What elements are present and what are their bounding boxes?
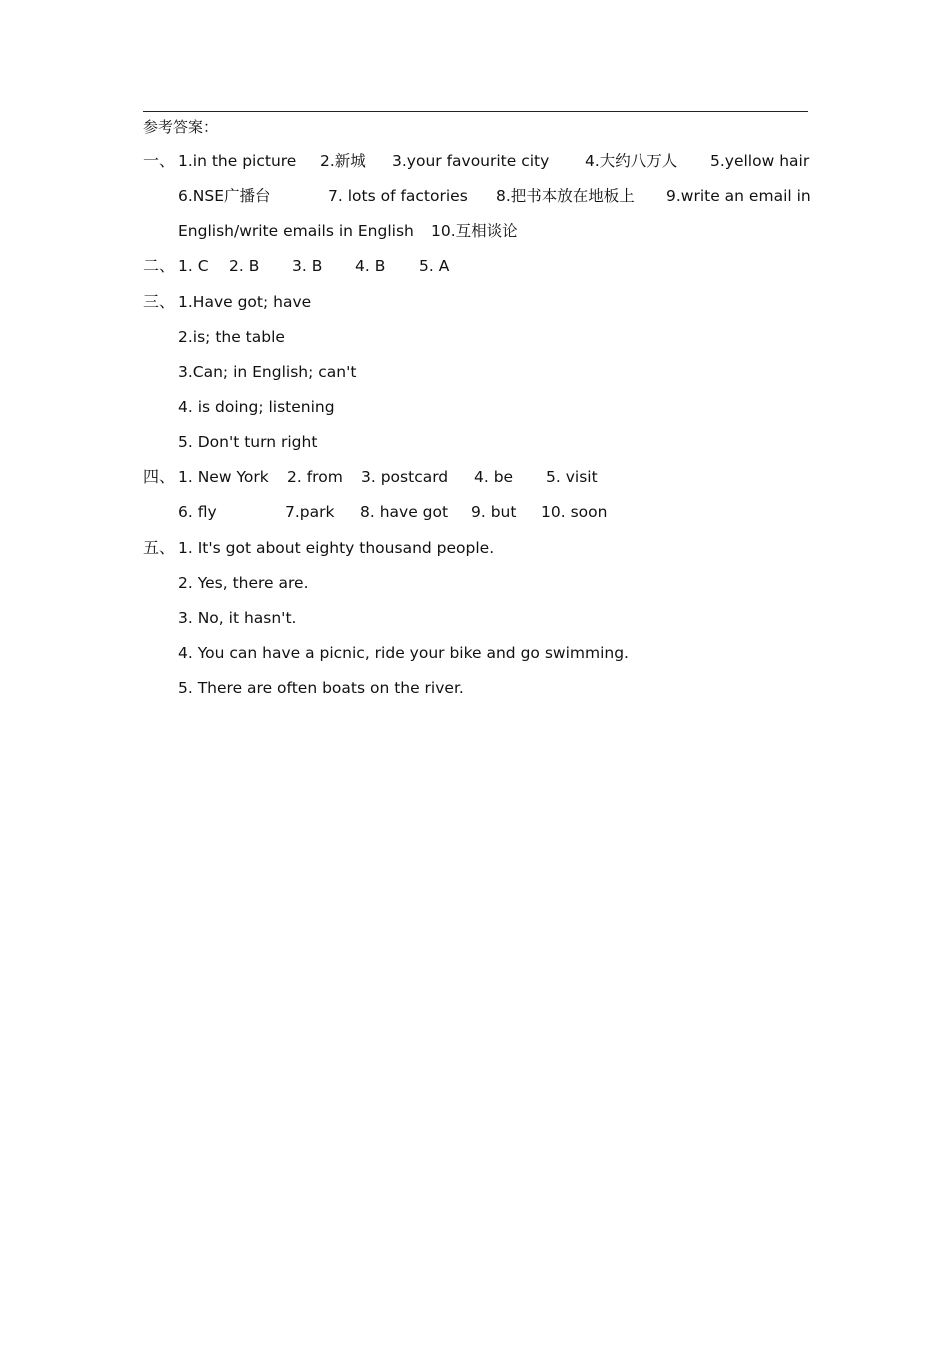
answer-3-1: 1.Have got; have	[178, 293, 312, 311]
answer-key-title: 参考答案：	[143, 118, 219, 136]
answer-3-2: 2.is; the table	[178, 328, 285, 346]
answer-4-5: 5. visit	[546, 468, 598, 486]
answer-4-8: 8. have got	[360, 503, 449, 521]
answer-5-3: 3. No, it hasn't.	[178, 609, 297, 627]
answer-1-8: 8.把书本放在地板上	[496, 187, 635, 205]
answer-4-6: 6. fly	[178, 503, 217, 521]
answer-2-4: 4. B	[355, 257, 386, 275]
answer-1-4: 4.大约八万人	[585, 152, 678, 170]
answer-4-10: 10. soon	[541, 503, 608, 521]
answer-3-4: 4. is doing; listening	[178, 398, 335, 416]
answer-1-5: 5.yellow hair	[710, 152, 810, 170]
answer-5-5: 5. There are often boats on the river.	[178, 679, 464, 697]
answer-1-2: 2.新城	[320, 152, 366, 170]
header-rule	[143, 111, 808, 112]
answer-4-1: 1. New York	[178, 468, 269, 486]
answer-1-7: 7. lots of factories	[328, 187, 468, 205]
answer-1-1: 1.in the picture	[178, 152, 297, 170]
section-2-label: 二、	[143, 256, 176, 275]
answer-1-10: 10.互相谈论	[431, 222, 518, 240]
answer-5-4: 4. You can have a picnic, ride your bike and go swimming.	[178, 644, 629, 662]
answer-4-9: 9. but	[471, 503, 517, 521]
answer-5-2: 2. Yes, there are.	[178, 574, 309, 592]
section-5-label: 五、	[143, 538, 176, 557]
section-4-label: 四、	[143, 467, 176, 486]
answer-4-4: 4. be	[474, 468, 514, 486]
section-1-label: 一、	[143, 151, 176, 170]
answer-2-5: 5. A	[419, 257, 450, 275]
answer-4-3: 3. postcard	[361, 468, 449, 486]
section-3-label: 三、	[143, 292, 176, 311]
answer-1-9: 9.write an email in	[666, 187, 811, 205]
answer-2-1: 1. C	[178, 257, 209, 275]
answer-2-3: 3. B	[292, 257, 323, 275]
answer-3-3: 3.Can; in English; can't	[178, 363, 357, 381]
answer-1-9-cont: English/write emails in English	[178, 222, 414, 240]
answer-4-7: 7.park	[285, 503, 335, 521]
answer-1-6: 6.NSE广播台	[178, 187, 271, 205]
answer-1-3: 3.your favourite city	[392, 152, 550, 170]
answer-4-2: 2. from	[287, 468, 343, 486]
answer-3-5: 5. Don't turn right	[178, 433, 318, 451]
answer-5-1: 1. It's got about eighty thousand people.	[178, 539, 495, 557]
answer-2-2: 2. B	[229, 257, 260, 275]
